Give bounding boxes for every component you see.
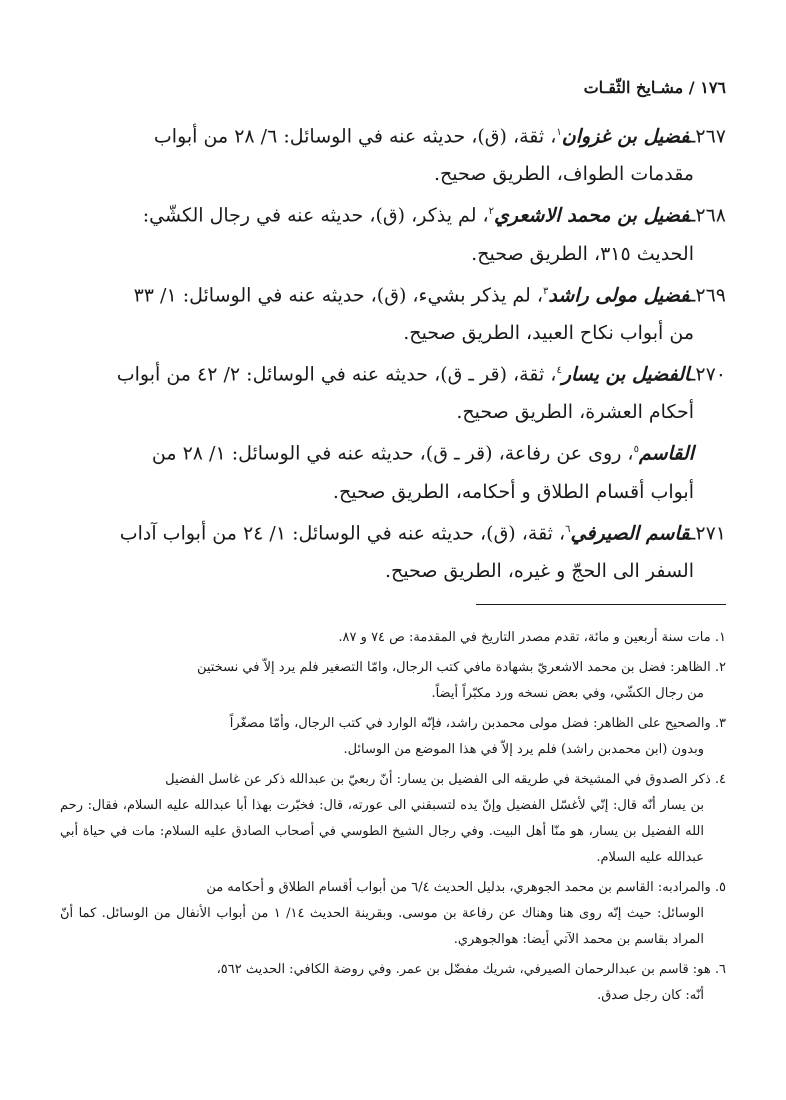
- footnote-number: ٤.: [710, 771, 726, 787]
- entry-267: [60, 114, 726, 193]
- footnote-4: [60, 767, 726, 871]
- footnote-ref: ٤: [556, 364, 562, 376]
- entry-text: ، ثقة، (قر ـ ق)، حديثه عنه في الوسائل: ٢/ ٤٢ من أبواب: [116, 363, 557, 386]
- entry-name: فضيل مولى راشد: [548, 283, 690, 306]
- footnote-number: ٣.: [710, 715, 726, 731]
- footnote-continuation: بن يسار أنّه قال: إنّي لأغسّل الفضيل وإنّ يده لتسبقني الى عورته، قال: فخبّرت بهذا أبا عبدالله عليه السلام، فقال: رحم الله الفضيل بن يسار، هو منّا أهل البيت. وفي رجال الشيخ الطوسي في أصحاب الصادق عليه السلام: مات في حياة أبي عبدالله عليه السلام.: [60, 797, 704, 865]
- entry-name: القاسم: [638, 442, 694, 465]
- entry-continuation: الحديث ٣١٥، الطريق صحيح.: [471, 242, 694, 265]
- entry-text: ، لم يذكر بشيء، (ق)، حديثه عنه في الوسائل: ١/ ٣٣: [133, 283, 544, 306]
- entry-271: [60, 511, 726, 590]
- footnote-text: ذكر الصدوق في المشيخة في طريقه الى الفضيل بن يسار: أنّ ربعيّ بن عبدالله ذكر عن غاسل الفضيل: [165, 771, 711, 787]
- footnote-continuation: أنّه: كان رجل صدق.: [597, 987, 704, 1003]
- footnote-ref: ١: [556, 127, 562, 138]
- entry-270-sub: [60, 431, 726, 510]
- footnote-1: [60, 625, 726, 651]
- entry-continuation: أبواب أقسام الطلاق و أحكامه، الطريق صحيح.: [332, 480, 694, 503]
- footnote-continuation: من رجال الكشّي، وفي بعض نسخه ورد مكبّراً أيضاً.: [431, 685, 704, 701]
- footnote-divider: [476, 604, 726, 605]
- entry-name: فضيل بن غزوان: [561, 125, 690, 148]
- footnote-2: [60, 655, 726, 707]
- entry-continuation: أحكام العشرة، الطريق صحيح.: [456, 401, 694, 424]
- document-page: [60, 70, 726, 1013]
- footnote-number: ١.: [710, 629, 726, 645]
- entry-text: ، ثقة، (ق)، حديثه عنه في الوسائل: ١/ ٢٤ من أبواب آداب: [119, 521, 566, 544]
- footnote-continuation: وبدون (ابن محمدبن راشد) فلم يرد إلاّ في هذا الموضع من الوسائل.: [343, 741, 704, 757]
- footnote-5: [60, 875, 726, 953]
- footnote-ref: ٣: [543, 285, 549, 297]
- footnote-continuation: الوسائل: حيث إنّه روى هنا وهناك عن رفاعة بن موسى. وبقرينة الحديث ١٤/ ١ من أبواب الأنفال من الوسائل. كما أنّ المراد بقاسم بن محمد الآتي أيضا: هوالجوهري.: [60, 905, 704, 947]
- entries-list: [60, 114, 726, 590]
- footnote-text: مات سنة أربعين و مائة، تقدم مصدر التاريخ في المقدمة: ص ٧٤ و ٨٧.: [338, 629, 711, 645]
- footnote-text: والصحيح على الظاهر: فضل مولى محمدبن راشد، فإنّه الوارد في كتب الرجال، وأمّا مصغّراً: [229, 715, 711, 731]
- entry-number: ٢٧١ـ: [689, 521, 726, 544]
- entry-continuation: السفر الى الحجّ و غيره، الطريق صحيح.: [385, 559, 694, 582]
- footnote-3: [60, 711, 726, 763]
- entry-number: ٢٦٩ـ: [689, 283, 726, 306]
- entry-text: ، لم يذكر، (ق)، حديثه عنه في رجال الكشّي:: [142, 204, 489, 227]
- entry-name: قاسم الصيرفي: [570, 521, 690, 544]
- footnote-6: [60, 957, 726, 1009]
- entry-number: ٢٧٠ـ: [689, 363, 726, 386]
- footnote-number: ٦.: [710, 961, 726, 977]
- footnote-ref: ٥: [633, 444, 639, 456]
- entry-text: ، ثقة، (ق)، حديثه عنه في الوسائل: ٦/ ٢٨ من أبواب: [153, 125, 557, 148]
- footnotes-list: [60, 625, 726, 1009]
- entry-269: [60, 273, 726, 352]
- entry-text: ، روى عن رفاعة، (قر ـ ق)، حديثه عنه في الوسائل: ١/ ٢٨ من: [151, 442, 634, 465]
- entry-continuation: مقدمات الطواف، الطريق صحيح.: [433, 163, 694, 186]
- footnote-ref: ٦: [565, 523, 571, 535]
- footnote-text: هو: قاسم بن عبدالرحمان الصيرفي، شريك مفضّل بن عمر. وفي روضة الكافي: الحديث ٥٦٢،: [216, 961, 711, 977]
- entry-number: ٢٦٧ـ: [689, 125, 726, 148]
- footnote-text: والمرادبه: القاسم بن محمد الجوهري، بدليل الحديث ٦/٤ من أبواب أقسام الطلاق و أحكامه من: [206, 879, 711, 895]
- entry-name: الفضيل بن يسار: [561, 363, 690, 386]
- entry-name: فضيل بن محمد الاشعري: [494, 204, 690, 227]
- footnote-ref: ٢: [488, 206, 495, 218]
- entry-270: [60, 352, 726, 431]
- page-header: ١٧٦ / مشـايخ الثّقـات: [583, 78, 726, 97]
- entry-continuation: من أبواب نكاح العبيد، الطريق صحيح.: [403, 321, 694, 344]
- entry-268: [60, 193, 726, 272]
- footnote-number: ٥.: [710, 879, 726, 895]
- entry-number: ٢٦٨ـ: [689, 204, 726, 227]
- footnote-number: ٢.: [710, 659, 726, 675]
- footnote-text: الظاهر: فضل بن محمد الاشعريّ بشهادة مافي كتب الرجال، وامّا التصغير فلم يرد إلاّ في نسختين: [196, 659, 711, 675]
